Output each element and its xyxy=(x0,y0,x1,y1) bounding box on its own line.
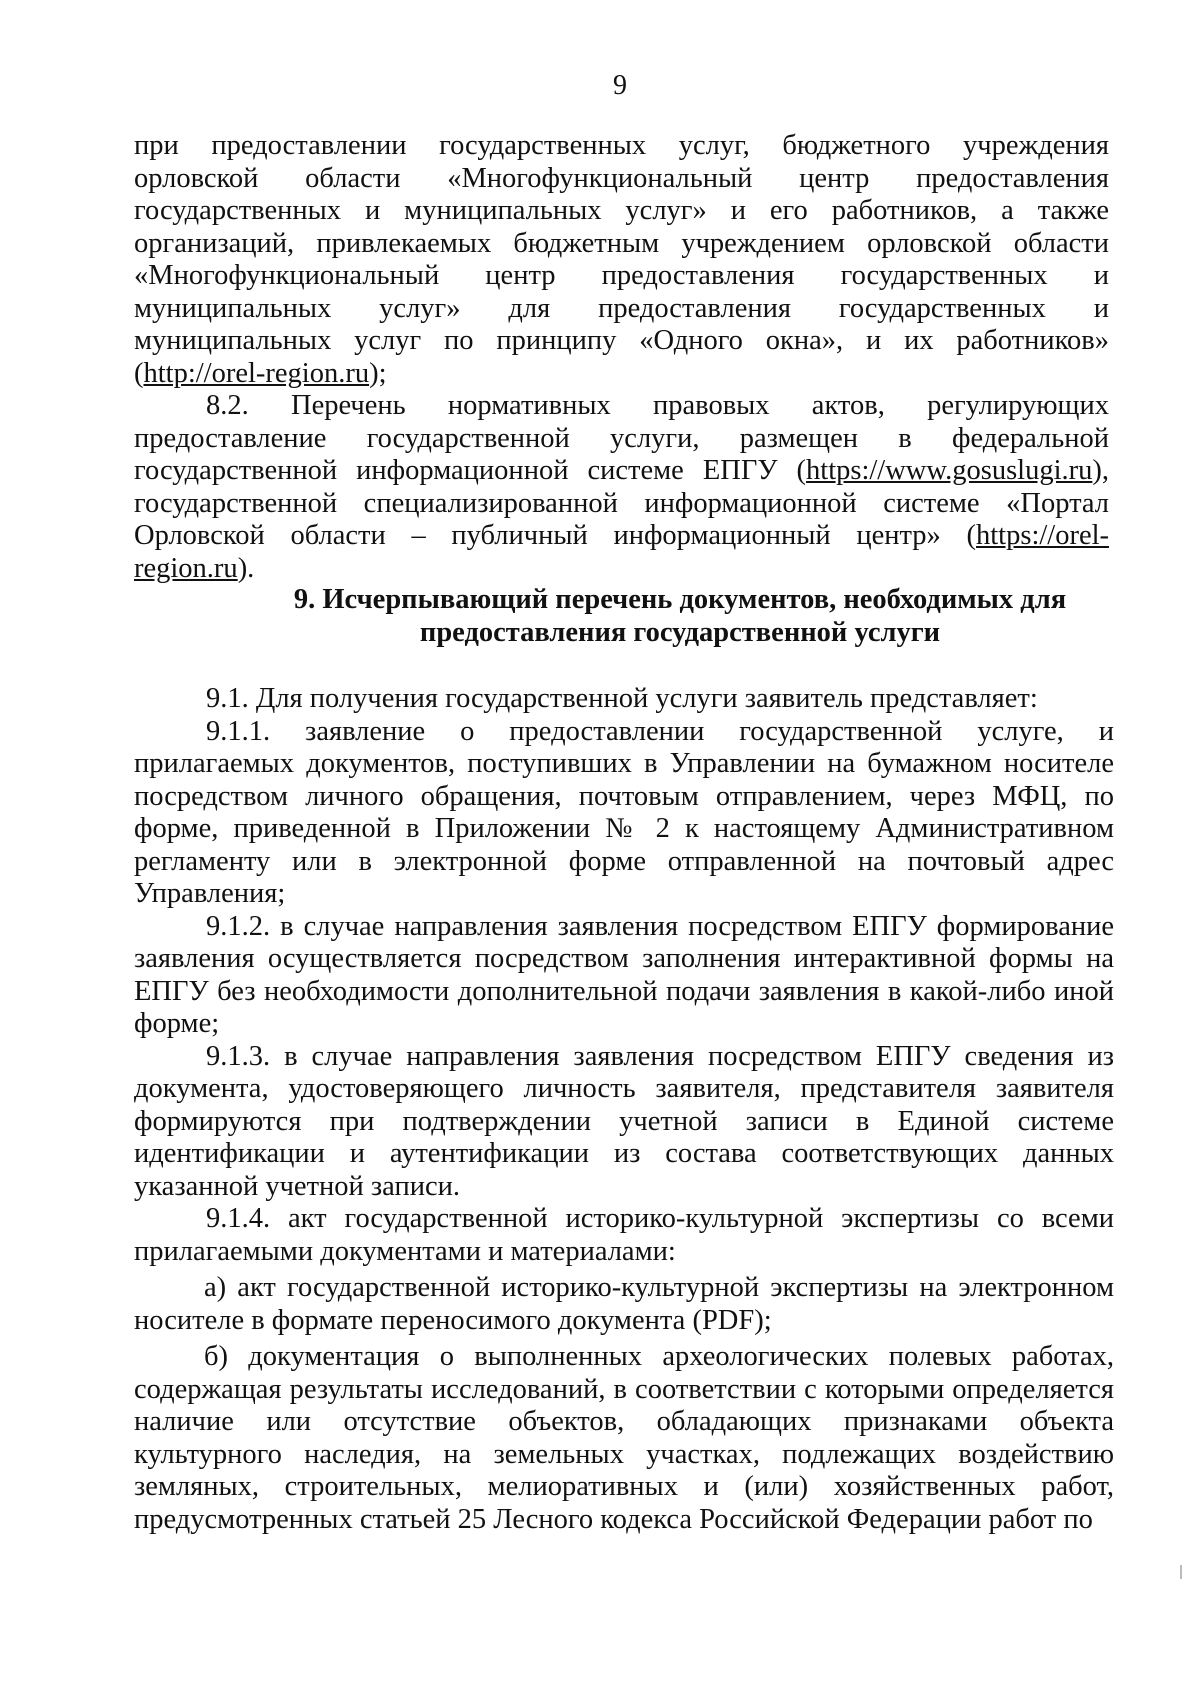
text-block-top xyxy=(134,130,1109,585)
paragraph-continuation: при предоставлении государственных услуг, бюджетного учреждения орловской области «Многофункциональный центр предоставления государственных и муниципальных услуг» и его работников, а также организаций, привлекаемых бюджетным учреждением орловской области «Многофункциональный центр предоставления государственных и муниципальных услуг» для предоставления государственных и муниципальных услуг по принципу «Одного окна», и их работников» (http://orel-region.ru); xyxy=(134,130,1109,389)
paragraph-9-1-1: 9.1.1. заявление о предоставлении государственной услуге, и прилагаемых документов, поступивших в Управлении на бумажном носителе посредством личного обращения, почтовым отправлением, через МФЦ, по форме, приведенной в Приложении № 2 к настоящему Административном регламенту или в электронной форме отправленной на почтовый адрес Управления; xyxy=(134,715,1114,909)
paragraph-a: а) акт государственной историко-культурной экспертизы на электронном носителе в формате переносимого документа (PDF); xyxy=(134,1272,1114,1336)
paragraph-b: б) документация о выполненных археологических полевых работах, содержащая результаты исследований, в соответствии с которыми определяется наличие или отсутствие объектов, обладающих признаками объекта культурного наследия, на земельных участках, подлежащих воздействию земляных, строительных, мелиоративных и (или) хозяйственных работ, предусмотренных статьей 25 Лесного кодекса Российской Федерации работ по xyxy=(134,1341,1114,1535)
section-heading-line-2: предоставления государственной услуги xyxy=(419,617,941,648)
paragraph-9-1-3: 9.1.3. в случае направления заявления посредством ЕПГУ сведения из документа, удостоверяющего личность заявителя, представителя заявителя формируются при подтверждении учетной записи в Единой системе идентификации и аутентификации из состава соответствующих данных указанной учетной записи. xyxy=(134,1040,1114,1202)
link-orel-region-http[interactable]: http://orel-region.ru xyxy=(143,357,370,389)
paragraph-8-2: 8.2. Перечень нормативных правовых актов, регулирующих предоставление государственной услуги, размещен в федеральной государственной информационной системе ЕПГУ (https://www.gosuslugi.ru), государственной специализированной информационной системе «Портал Орловской области – публичный информационный центр» (https://orel-region.ru). xyxy=(134,390,1109,584)
paragraph-9-1: 9.1. Для получения государственной услуги заявитель представляет: xyxy=(206,683,1038,714)
paragraph-9-1-2: 9.1.2. в случае направления заявления посредством ЕПГУ формирование заявления осуществляется посредством заполнения интерактивной формы на ЕПГУ без необходимости дополнительной подачи заявления в какой-либо иной форме; xyxy=(134,910,1114,1039)
paragraph-9-1-4: 9.1.4. акт государственной историко-культурной экспертизы со всеми прилагаемыми документами и материалами: xyxy=(134,1203,1114,1267)
section-heading-line-1: 9. Исчерпывающий перечень документов, необходимых для xyxy=(293,584,1067,615)
page-number: 9 xyxy=(613,70,627,101)
link-orel-region-https[interactable]: https://orel-region.ru xyxy=(134,520,1109,584)
scan-mark xyxy=(1180,1565,1182,1579)
section-heading-9 xyxy=(150,583,1200,649)
text-block-section-9 xyxy=(134,683,1114,1536)
link-gosuslugi[interactable]: https://www.gosuslugi.ru xyxy=(806,455,1093,486)
